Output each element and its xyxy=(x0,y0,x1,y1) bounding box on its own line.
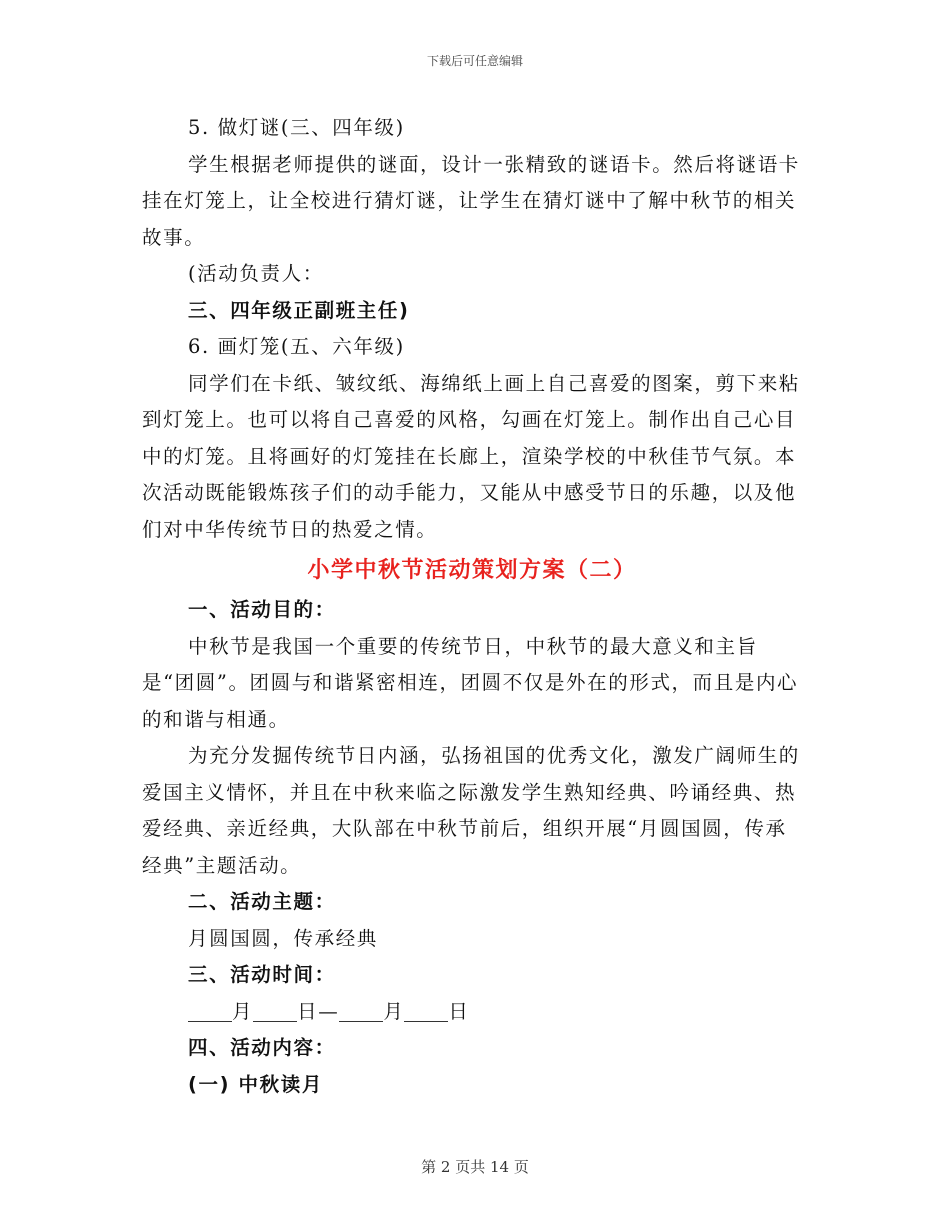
time-heading: 三、活动时间： xyxy=(188,963,336,986)
section-5-paragraph: 学生根据老师提供的谜面，设计一张精致的谜语卡。然后将谜语卡挂在灯笼上，让全校进行猜灯谜，让学生在猜灯谜中了解中秋节的相关故事。 xyxy=(142,152,800,249)
time-range xyxy=(142,994,802,1031)
section-5-owner-name: 三、四年级正副班主任) xyxy=(188,298,410,322)
day-label-1: 日— xyxy=(297,999,340,1023)
content-heading: 四、活动内容： xyxy=(188,1036,336,1059)
purpose-paragraph-2: 为充分发掘传统节日内涵，弘扬祖国的优秀文化，激发广阔师生的爱国主义情怀，并且在中秋来临之际激发学生熟知经典、吟诵经典、热爱经典、亲近经典，大队部在中秋节前后，组织开展“月圆国圆，传承经典”主题活动。 xyxy=(142,744,800,877)
page-footer: 第 2 页共 14 页 xyxy=(421,1158,529,1176)
month-blank-2 xyxy=(339,1001,383,1022)
day-blank-2 xyxy=(404,1001,448,1022)
day-label-2: 日 xyxy=(448,999,470,1023)
section-5-owner-label: (活动负责人： xyxy=(188,262,324,285)
day-blank-1 xyxy=(253,1001,297,1022)
section-6-paragraph: 同学们在卡纸、皱纹纸、海绵纸上画上自己喜爱的图案，剪下来粘到灯笼上。也可以将自己喜爱的风格，勾画在灯笼上。制作出自己心目中的灯笼。且将画好的灯笼挂在长廊上，渲染学校的中秋佳节气氛。本次活动既能锻炼孩子们的动手能力，又能从中感受节日的乐趣，以及他们对中华传统节日的热爱之情。 xyxy=(142,371,800,541)
content-subheading-1: (一) 中秋读月 xyxy=(188,1072,323,1096)
purpose-heading: 一、活动目的： xyxy=(188,598,336,621)
month-blank-1 xyxy=(188,1001,232,1022)
month-label-2: 月 xyxy=(383,999,405,1023)
document-title: 小学中秋节活动策划方案（二） xyxy=(307,558,637,583)
page-header: 下载后可任意编辑 xyxy=(426,54,523,68)
section-5-heading: 5. 做灯谜(三、四年级) xyxy=(188,116,405,139)
theme-text: 月圆国圆，传承经典 xyxy=(188,926,378,950)
theme-heading: 二、活动主题： xyxy=(188,890,336,913)
section-6-heading: 6. 画灯笼(五、六年级) xyxy=(188,335,405,358)
document-body xyxy=(142,110,802,1103)
month-label-1: 月 xyxy=(232,999,254,1023)
purpose-paragraph-1: 中秋节是我国一个重要的传统节日，中秋节的最大意义和主旨是“团圆”。团圆与和谐紧密相连，团圆不仅是外在的形式，而且是内心的和谐与相通。 xyxy=(142,634,799,731)
